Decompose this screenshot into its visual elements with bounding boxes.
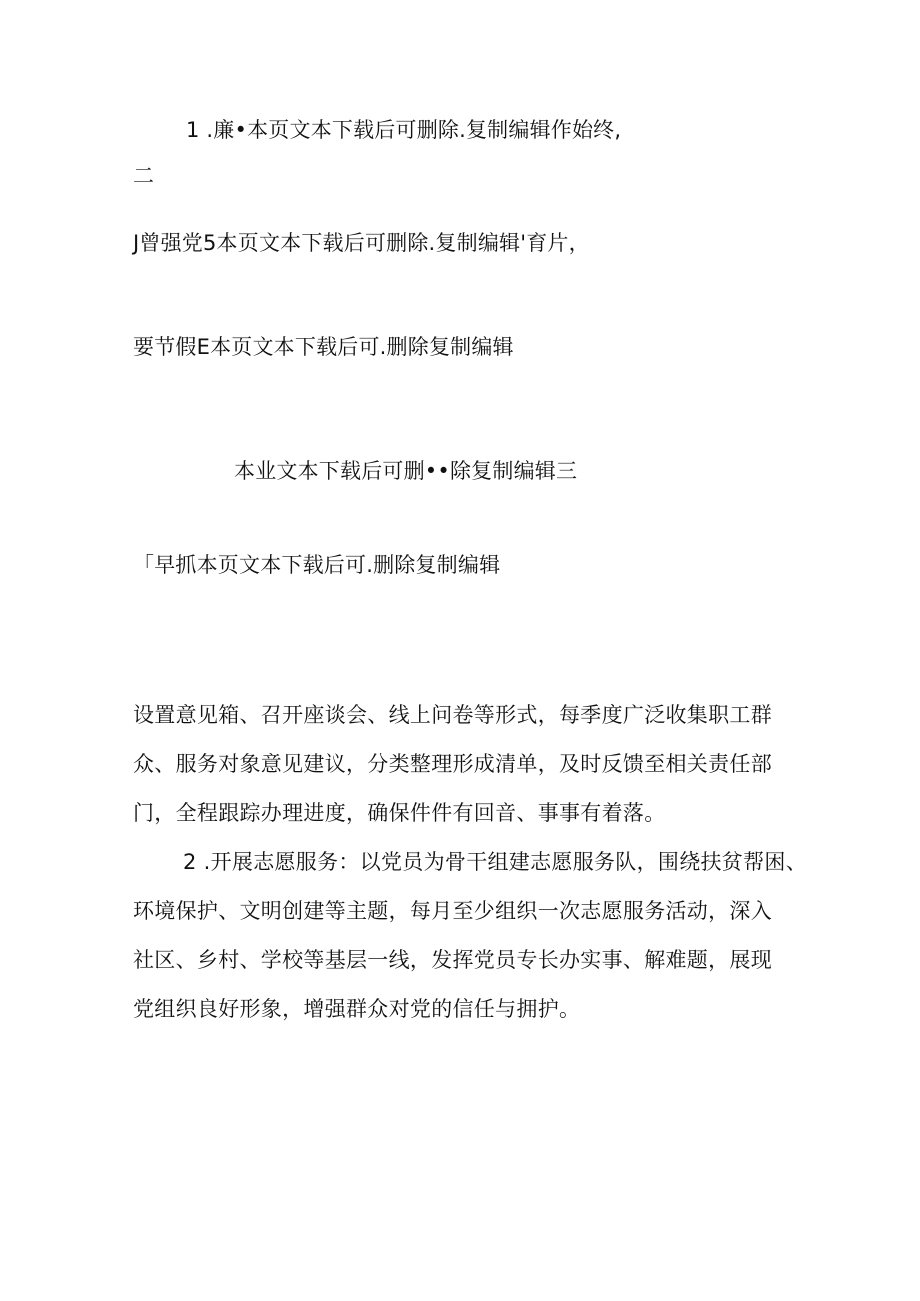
body-line-5: 环境保护、文明创建等主题，每月至少组织一次志愿服务活动，深入: [133, 899, 772, 923]
heading-line-2: 二: [133, 164, 155, 188]
body-line-6: 社区、乡村、学校等基层一线，发挥党员专长办实事、解难题，展现: [133, 948, 772, 972]
heading-line-3: J曾强党5本页文本下载后可删除.复制编辑'育片，: [133, 231, 590, 255]
body-text: [133, 691, 808, 1034]
heading-line-5: 本业文本下载后可删••除复制编辑三: [234, 459, 578, 483]
body-line-2: 众、服务对象意见建议，分类整理形成清单，及时反馈至相关责任部: [133, 752, 772, 776]
heading-line-1: 1 .廉•本页文本下载后可删除.复制编辑作始终,: [186, 118, 622, 142]
body-line-4: 2 .开展志愿服务：以党员为骨干组建志愿服务队，围绕扶贫帮困、: [183, 850, 808, 874]
heading-line-6: 「早抓本页文本下载后可.删除复制编辑: [133, 553, 501, 577]
heading-line-4: 要节假E本页文本下载后可.删除复制编辑: [133, 335, 514, 359]
body-line-1: 设置意见箱、召开座谈会、线上问卷等形式，每季度广泛收集职工群: [133, 703, 772, 727]
body-line-7: 党组织良好形象，增强群众对党的信任与拥护。: [133, 997, 581, 1021]
body-line-3: 门，全程跟踪办理进度，确保件件有回音、事事有着落。: [133, 801, 666, 825]
